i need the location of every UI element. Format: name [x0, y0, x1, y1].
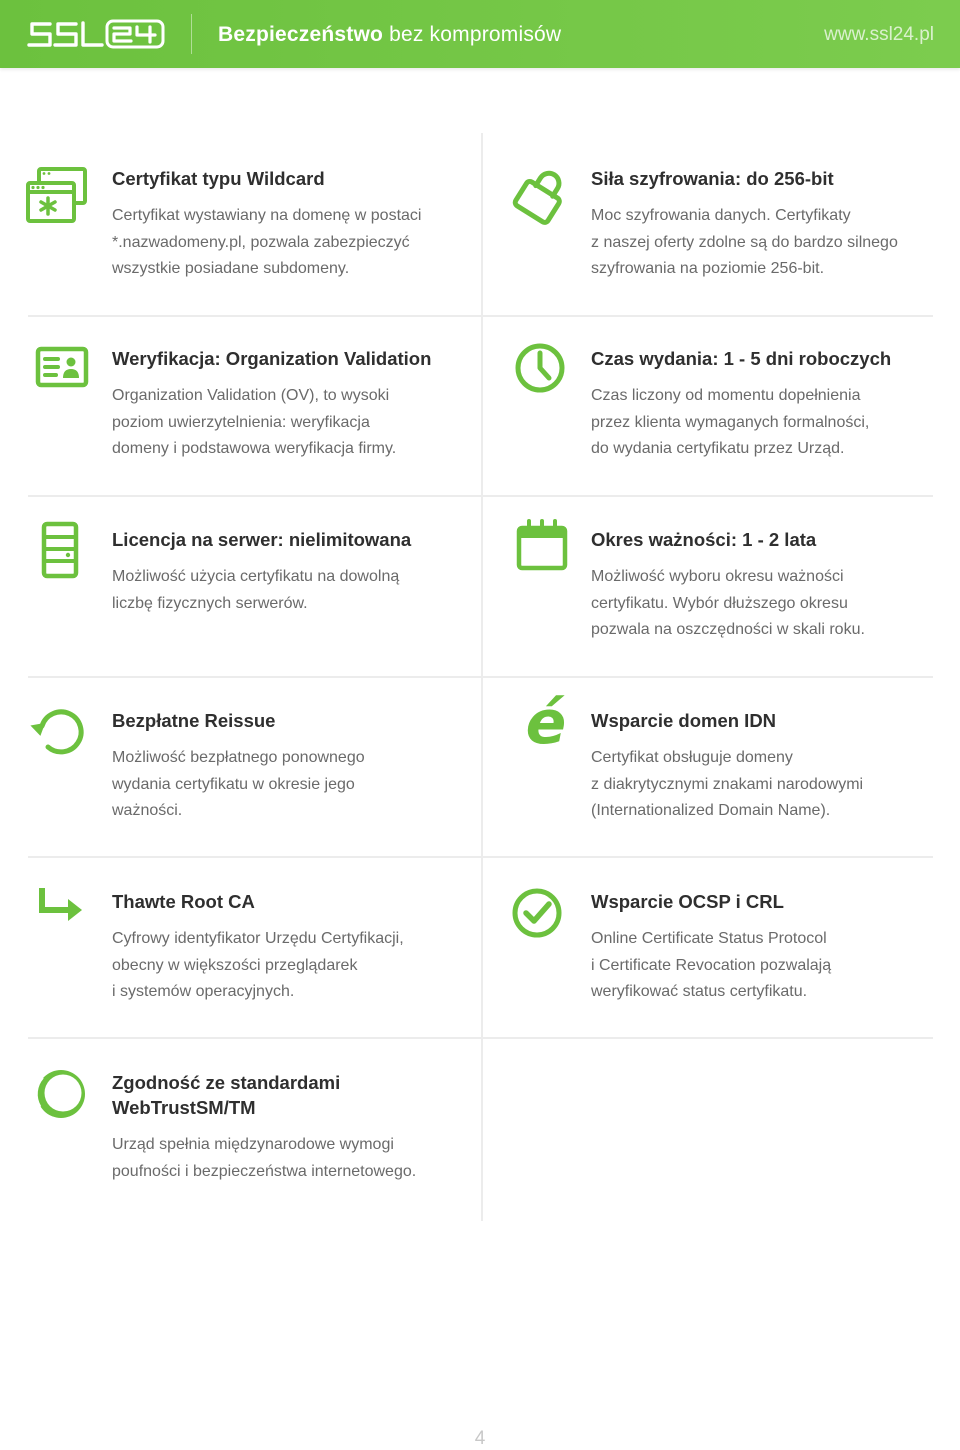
ring-icon [30, 1063, 92, 1125]
browser-windows-asterisk-icon [26, 165, 88, 227]
page-number: 4 [474, 1428, 486, 1449]
feature-title: Czas wydania: 1 - 5 dni roboczych [591, 348, 892, 369]
feature-description: Certyfikat wystawiany na domenę w postaci *.nazwadomeny.pl, pozwala zabezpieczyć wszystkie posiadane subdomeny. [112, 207, 422, 277]
feature-title: Bezpłatne Reissue [112, 710, 276, 731]
feature-description: Możliwość wyboru okresu ważności certyfikatu. Wybór dłuższego okresu pozwala na oszczędności w skali roku. [591, 568, 865, 638]
feature-wildcard [112, 166, 472, 283]
turn-right-arrow-icon [32, 880, 94, 942]
site-url[interactable]: www.ssl24.pl [824, 24, 934, 45]
feature-description: Online Certificate Status Protocol i Certificate Revocation pozwalają weryfikować status certyfikatu. [591, 930, 832, 1000]
clock-icon [510, 337, 572, 399]
header-tagline: Bezpieczeństwo bez kompromisów [218, 23, 562, 46]
feature-description: Organization Validation (OV), to wysoki poziom uwierzytelnienia: weryfikacja domeny i podstawowa weryfikacja firmy. [112, 387, 397, 457]
feature-description: Certyfikat obsługuje domeny z diakrytycznymi znakami narodowymi (Internationalized Domain Name). [591, 749, 864, 819]
accented-e-icon: é [525, 688, 567, 758]
feature-description: Moc szyfrowania danych. Certyfikaty z naszej oferty zdolne są do bardzo silnego szyfrowania na poziomie 256-bit. [591, 207, 898, 277]
row-divider [28, 676, 933, 678]
feature-title: Certyfikat typu Wildcard [112, 168, 325, 189]
row-divider [28, 1037, 933, 1039]
server-icon [30, 520, 92, 582]
row-divider [28, 315, 933, 317]
feature-encryption-strength [591, 166, 941, 283]
id-card-icon [30, 337, 92, 399]
header-divider [191, 14, 192, 54]
feature-description: Możliwość bezpłatnego ponownego wydania certyfikatu w okresie jego ważności. [112, 749, 365, 819]
feature-title: Zgodność ze standardami WebTrustSM/TM [112, 1072, 341, 1118]
feature-title: Weryfikacja: Organization Validation [112, 348, 432, 369]
feature-free-reissue [112, 708, 472, 825]
feature-validity-period [591, 527, 941, 644]
feature-description: Możliwość użycia certyfikatu na dowolną liczbę fizycznych serwerów. [112, 568, 400, 612]
feature-description: Cyfrowy identyfikator Urzędu Certyfikacji, obecny w większości przeglądarek i systemów operacyjnych. [112, 930, 404, 1000]
feature-title: Siła szyfrowania: do 256-bit [591, 168, 834, 189]
ssl24-logo [26, 18, 166, 50]
row-divider [28, 495, 933, 497]
feature-description: Urząd spełnia międzynarodowe wymogi poufności i bezpieczeństwa internetowego. [112, 1136, 417, 1180]
feature-description: Czas liczony od momentu dopełnienia przez klienta wymaganych formalności, do wydania certyfikatu przez Urząd. [591, 387, 870, 457]
feature-title: Licencja na serwer: nielimitowana [112, 529, 412, 550]
reissue-arrow-icon [28, 700, 90, 762]
calendar-icon [511, 516, 573, 578]
feature-title: Okres ważności: 1 - 2 lata [591, 529, 817, 550]
feature-server-license [112, 527, 472, 617]
feature-idn-support [591, 708, 941, 825]
feature-thawte-root-ca [112, 889, 472, 1006]
feature-title: Thawte Root CA [112, 891, 255, 912]
row-divider [28, 856, 933, 858]
page-header [0, 0, 960, 68]
feature-ocsp-crl [591, 889, 941, 1006]
feature-title: Wsparcie OCSP i CRL [591, 891, 784, 912]
feature-issuance-time [591, 346, 941, 463]
feature-organization-validation [112, 346, 477, 463]
check-circle-icon [506, 882, 568, 944]
padlock-icon [510, 163, 572, 225]
feature-webtrust-compliance [112, 1070, 477, 1185]
feature-title: Wsparcie domen IDN [591, 710, 777, 731]
